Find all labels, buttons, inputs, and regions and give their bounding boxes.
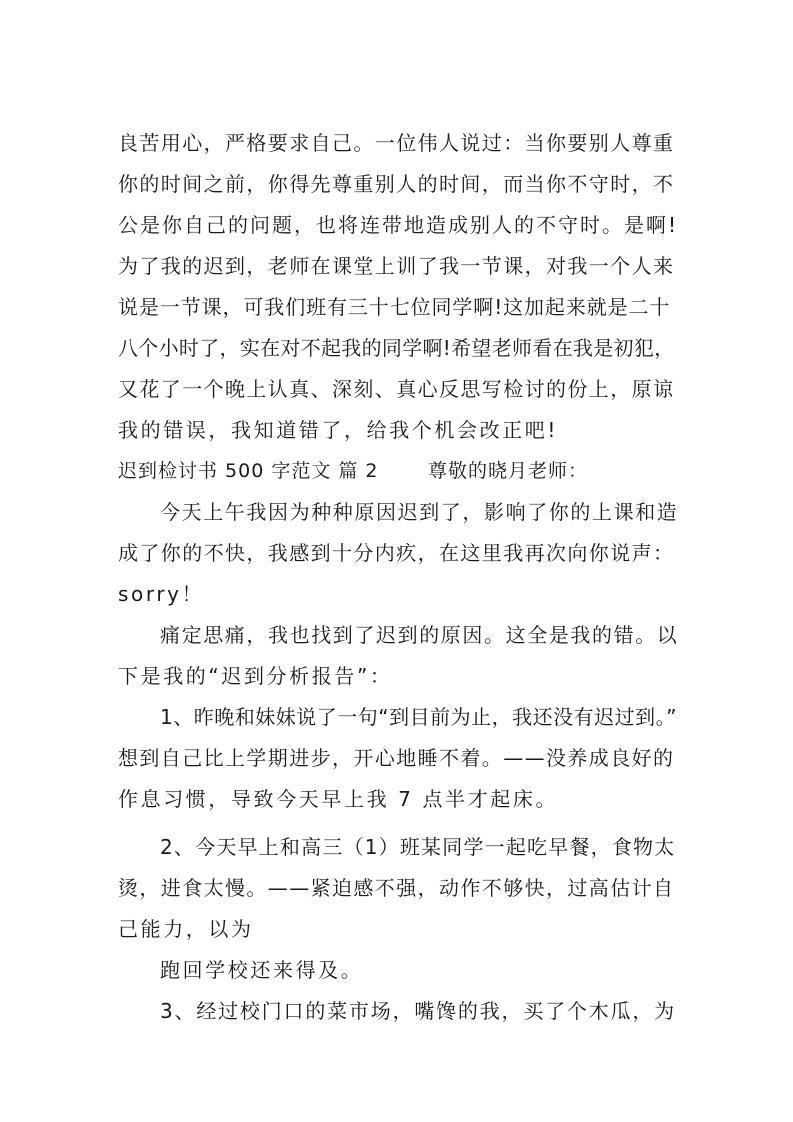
letter-greeting: 尊敬的晓月老师： xyxy=(428,460,589,482)
paragraph-line: sorry！ xyxy=(118,582,205,606)
paragraph-line: 良苦用心，严格要求自己。一位伟人说过：当你要别人尊重 xyxy=(118,131,675,155)
paragraph-line: 成了你的不快，我感到十分内疚，在这里我再次向你说声： xyxy=(118,541,675,565)
paragraph-line: 痛定思痛，我也找到了迟到的原因。这全是我的错。以 xyxy=(160,623,679,647)
paragraph-line: 3、经过校门口的菜市场，嘴馋的我，买了个木瓜，为 xyxy=(160,999,676,1023)
paragraph-line: 想到自己比上学期进步，开心地睡不着。——没养成良好的 xyxy=(118,746,675,770)
paragraph-line: 你的时间之前，你得先尊重别人的时间，而当你不守时，不 xyxy=(118,172,675,196)
paragraph-line: 己能力，以为 xyxy=(118,917,254,941)
paragraph-line: 作息习惯，导致今天早上我 7 点半才起床。 xyxy=(118,787,559,811)
section-heading: 迟到检讨书 500 字范文 篇 2 xyxy=(118,460,379,482)
paragraph-line: 又花了一个晚上认真、深刻、真心反思写检讨的份上，原谅 xyxy=(118,377,675,401)
paragraph-line: 我的错误，我知道错了，给我个机会改正吧! xyxy=(118,418,559,442)
paragraph-line: 为了我的迟到，老师在课堂上训了我一节课，对我一个人来 xyxy=(118,254,675,278)
paragraph-line: 八个小时了，实在对不起我的同学啊!希望老师看在我是初犯， xyxy=(118,336,675,360)
paragraph-line: 2、今天早上和高三（1）班某同学一起吃早餐，食物太 xyxy=(160,835,676,859)
paragraph-line: 下是我的“迟到分析报告”： xyxy=(118,664,393,688)
paragraph-line: 公是你自己的问题，也将连带地造成别人的不守时。是啊! xyxy=(118,213,679,237)
paragraph-line: 说是一节课，可我们班有三十七位同学啊!这加起来就是二十 xyxy=(118,295,671,319)
paragraph-line: 烫，进食太慢。——紧迫感不强，动作不够快，过高估计自 xyxy=(118,876,675,900)
paragraph-line: 1、昨晚和妹妹说了一句“到目前为止，我还没有迟过到。” xyxy=(160,705,677,729)
paragraph-line: 今天上午我因为种种原因迟到了，影响了你的上课和造 xyxy=(160,500,679,524)
paragraph-line: 跑回学校还来得及。 xyxy=(160,958,364,982)
